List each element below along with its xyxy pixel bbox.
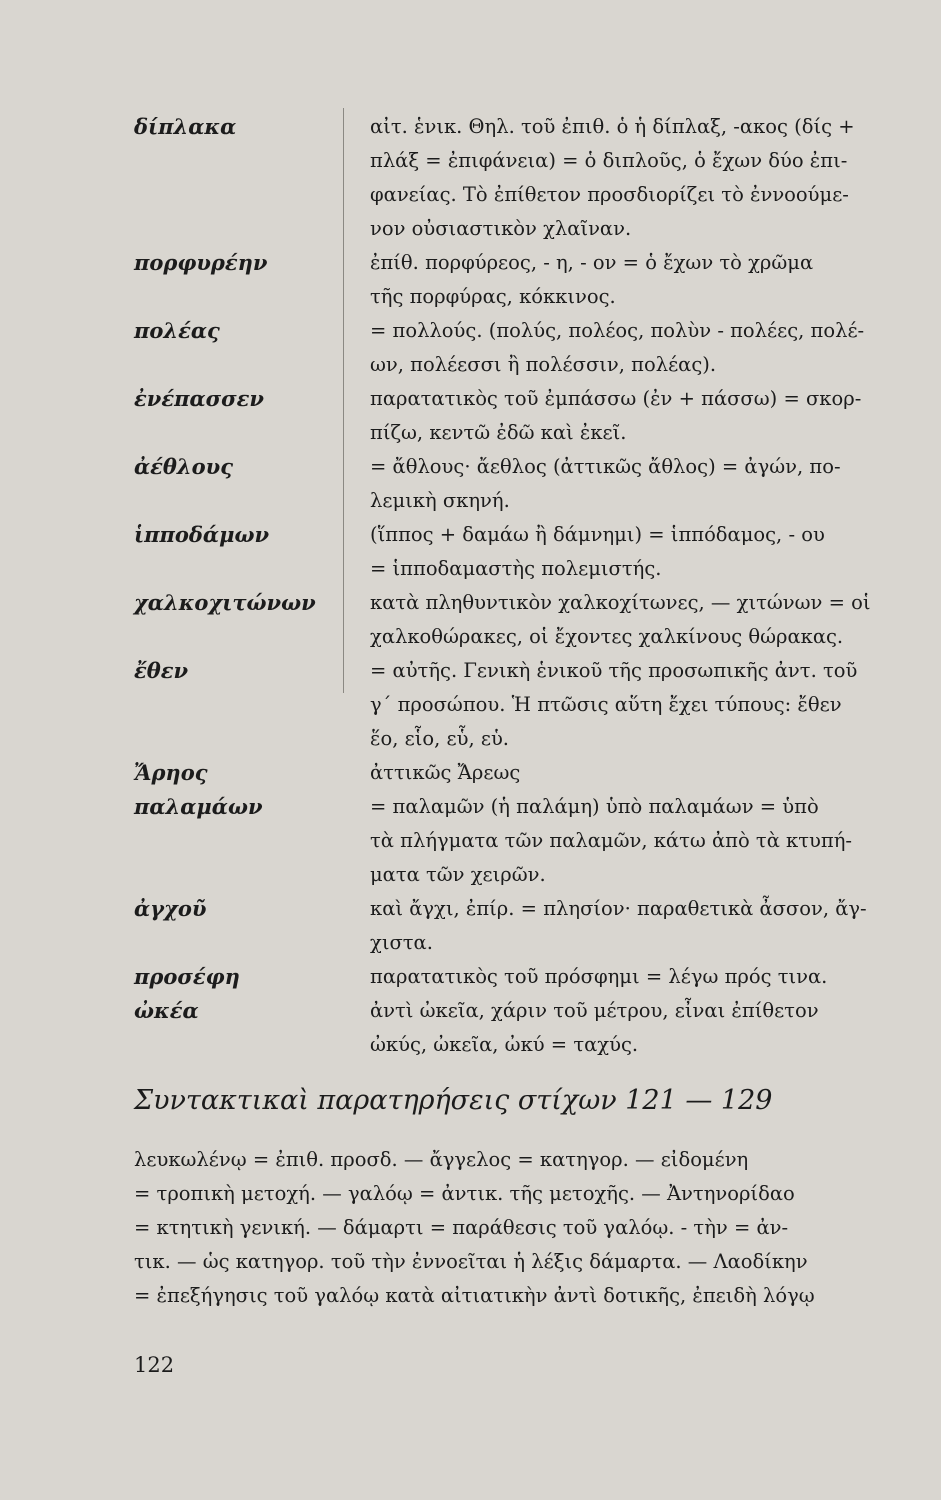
lemma: ἀγχοῦ: [134, 896, 207, 921]
gloss-line: ματα τῶν χειρῶν.: [370, 863, 546, 886]
gloss-line: ὠκύς, ὠκεῖα, ὠκύ = ταχύς.: [370, 1033, 639, 1056]
lemma: ἀέθλους: [134, 454, 234, 479]
lemma: πορφυρέην: [134, 250, 268, 275]
gloss-line: πίζω, κεντῶ ἐδῶ καὶ ἐκεῖ.: [370, 421, 627, 444]
gloss-line: καὶ ἄγχι, ἐπίρ. = πλησίον· παραθετικὰ ἆσσον, ἄγ-: [370, 897, 867, 920]
gloss-line: ων, πολέεσσι ἢ πολέσσιν, πολέας).: [370, 353, 717, 376]
lemma: χαλκοχιτώνων: [134, 590, 316, 615]
gloss-line: νον οὐσιαστικὸν χλαῖναν.: [370, 217, 632, 240]
lemma: πολέας: [134, 318, 220, 343]
lemma: δίπλακα: [134, 114, 237, 139]
lemma: παλαμάων: [134, 794, 263, 819]
gloss-line: κατὰ πληθυντικὸν χαλκοχίτωνες, — χιτώνων = οἱ: [370, 591, 871, 614]
lemma: ὠκέα: [134, 998, 199, 1023]
gloss-line: παρατατικὸς τοῦ πρόσφημι = λέγω πρός τινα.: [370, 965, 828, 988]
gloss-line: τῆς πορφύρας, κόκκινος.: [370, 285, 616, 308]
gloss-line: = παλαμῶν (ἡ παλάμη) ὑπὸ παλαμάων = ὑπὸ: [370, 795, 819, 818]
gloss-line: ἀντὶ ὠκεῖα, χάριν τοῦ μέτρου, εἶναι ἐπίθετον: [370, 999, 819, 1022]
page-number: 122: [134, 1353, 175, 1377]
lemma: ἔθεν: [134, 658, 189, 683]
gloss-line: φανείας. Τὸ ἐπίθετον προσδιορίζει τὸ ἐννοούμε-: [370, 183, 849, 206]
column-divider: [343, 108, 344, 693]
paragraph-line: = ἐπεξήγησις τοῦ γαλόῳ κατὰ αἰτιατικὴν ἀντὶ δοτικῆς, ἐπειδὴ λόγῳ: [134, 1284, 815, 1307]
gloss-line: αἰτ. ἑνικ. Θηλ. τοῦ ἐπιθ. ὁ ἡ δίπλαξ, -ακος (δίς +: [370, 115, 855, 138]
gloss-line: ἀττικῶς Ἄρεως: [370, 761, 521, 784]
gloss-line: = αὐτῆς. Γενικὴ ἑνικοῦ τῆς προσωπικῆς ἀντ. τοῦ: [370, 659, 858, 682]
lemma: Ἄρηος: [134, 760, 208, 785]
gloss-line: ἕο, εἷο, εὗ, εὑ.: [370, 727, 509, 750]
paragraph-line: = κτητικὴ γενική. — δάμαρτι = παράθεσις τοῦ γαλόῳ. - τὴν = ἀν-: [134, 1216, 789, 1239]
gloss-line: χαλκοθώρακες, οἱ ἔχοντες χαλκίνους θώρακας.: [370, 625, 844, 648]
gloss-line: ἐπίθ. πορφύρεος, - η, - ον = ὁ ἔχων τὸ χρῶμα: [370, 251, 814, 274]
gloss-line: = πολλούς. (πολύς, πολέος, πολὺν - πολέες, πολέ-: [370, 319, 865, 342]
gloss-line: παρατατικὸς τοῦ ἐμπάσσω (ἐν + πάσσω) = σκορ-: [370, 387, 862, 410]
gloss-line: (ἵππος + δαμάω ἢ δάμνημι) = ἱππόδαμος, - ου: [370, 523, 825, 546]
paragraph-line: λευκωλένῳ = ἐπιθ. προσδ. — ἄγγελος = κατηγορ. — εἰδομένη: [134, 1148, 749, 1171]
section-heading: Συντακτικαὶ παρατηρήσεις στίχων 121 — 129: [134, 1085, 773, 1116]
gloss-line: πλάξ = ἐπιφάνεια) = ὁ διπλοῦς, ὁ ἔχων δύο ἐπι-: [370, 149, 848, 172]
gloss-line: γ΄ προσώπου. Ἡ πτῶσις αὕτη ἔχει τύπους: ἔθεν: [370, 693, 842, 716]
gloss-line: = ἄθλους· ἄεθλος (ἀττικῶς ἄθλος) = ἀγών, πο-: [370, 455, 841, 478]
gloss-line: χιστα.: [370, 931, 433, 954]
paragraph-line: τικ. — ὡς κατηγορ. τοῦ τὴν ἐννοεῖται ἡ λέξις δάμαρτα. — Λαοδίκην: [134, 1250, 808, 1273]
gloss-line: τὰ πλήγματα τῶν παλαμῶν, κάτω ἀπὸ τὰ κτυπή-: [370, 829, 852, 852]
gloss-line: λεμικὴ σκηνή.: [370, 489, 510, 512]
paragraph-line: = τροπικὴ μετοχή. — γαλόῳ = ἀντικ. τῆς μετοχῆς. — Ἀντηνορίδαο: [134, 1182, 795, 1205]
lemma: προσέφη: [134, 964, 240, 989]
lemma: ἱπποδάμων: [134, 522, 270, 547]
lemma: ἐνέπασσεν: [134, 386, 264, 411]
gloss-line: = ἱπποδαμαστὴς πολεμιστής.: [370, 557, 662, 580]
